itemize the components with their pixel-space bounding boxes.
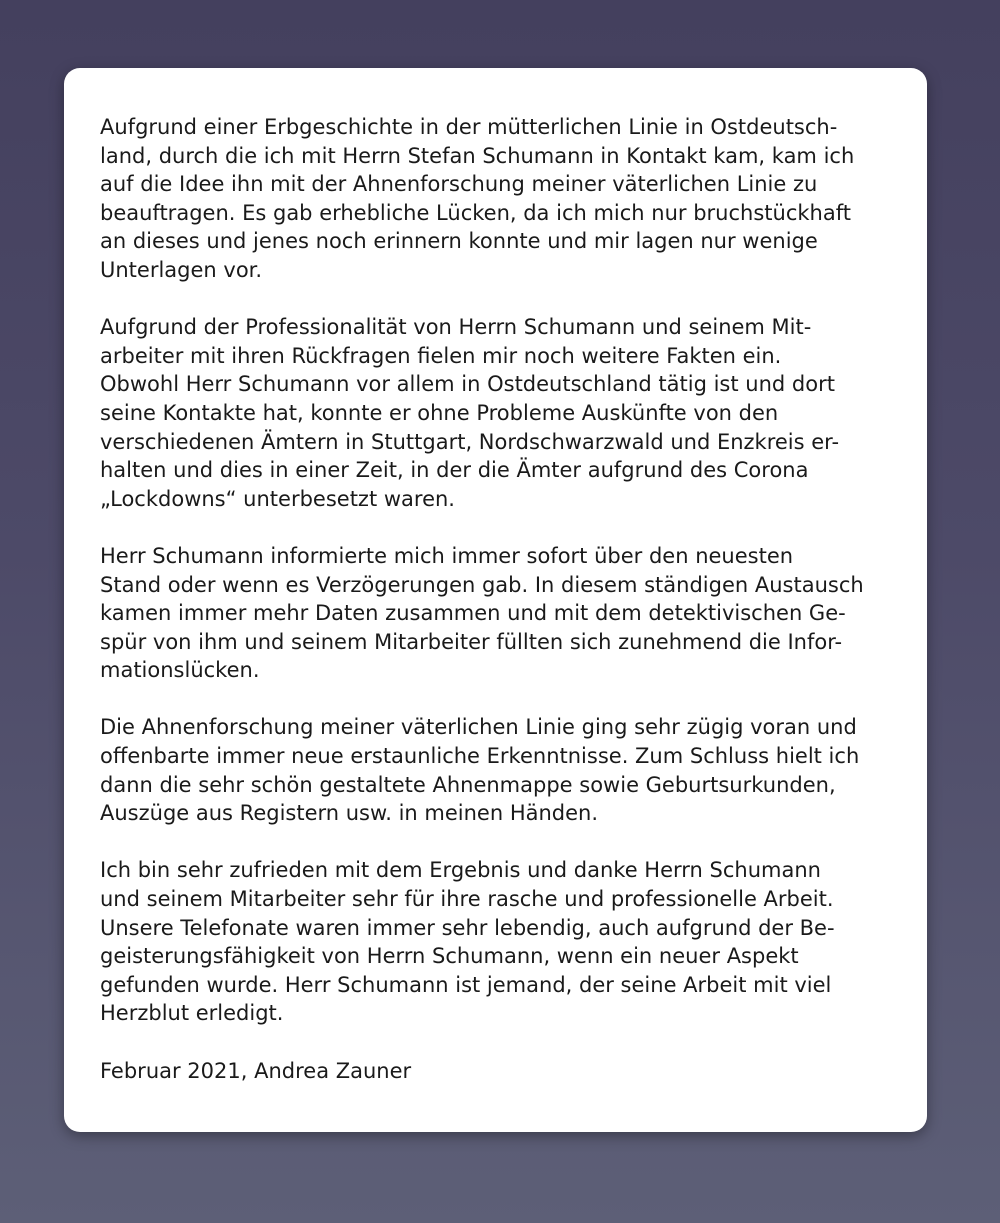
testimonial-paragraph-4: Die Ahnenforschung meiner väterlichen Linie ging sehr zügig voran und offenbarte immer neue erstaunliche Erkenntnisse. Zum Schluss hielt ich dann die sehr schön gestaltete Ahnenmappe sowie Geburtsurkunden, Auszüge aus Registern usw. in meinen Händen. — [100, 715, 860, 826]
testimonial-paragraph-2: Aufgrund der Professionalität von Herrn Schumann und seinem Mit- arbeiter mit ihren Rückfragen fielen mir noch weitere Fakten ein. Obwohl Herr Schumann vor allem in Ostdeutschland tätig ist und dort seine Kontakte hat, konnte er ohne Probleme Auskünfte von den verschiedenen Ämtern in Stuttgart, Nordschwarzwald und Enzkreis er- halten und dies in einer Zeit, in der die Ämter aufgrund des Corona „Lockdowns“ unterbesetzt waren. — [100, 315, 840, 511]
testimonial-paragraph-3: Herr Schumann informierte mich immer sofort über den neuesten Stand oder wenn es Verzögerungen gab. In diesem ständigen Austausch kamen immer mehr Daten zusammen und mit dem detektivischen Ge- spür von ihm und seinem Mitarbeiter füllten sich zunehmend die Infor- mationslücken. — [100, 543, 864, 683]
testimonial-signature: Februar 2021, Andrea Zauner — [100, 1058, 412, 1083]
testimonial-text — [100, 113, 915, 1085]
testimonial-paragraph-5: Ich bin sehr zufrieden mit dem Ergebnis und danke Herrn Schumann und seinem Mitarbeiter sehr für ihre rasche und professionelle Arbeit. Unsere Telefonate waren immer sehr lebendig, auch aufgrund der Be- geisterungsfähigkeit von Herrn Schumann, wenn ein neuer Aspekt gefunden wurde. Herr Schumann ist jemand, der seine Arbeit mit viel Herzblut erledigt. — [100, 858, 835, 1026]
testimonial-paragraph-1: Aufgrund einer Erbgeschichte in der mütterlichen Linie in Ostdeutsch- land, durch die ich mit Herrn Stefan Schumann in Kontakt kam, kam ich auf die Idee ihn mit der Ahnenforschung meiner väterlichen Linie zu beauftragen. Es gab erhebliche Lücken, da ich mich nur bruchstückhaft an dieses und jenes noch erinnern konnte und mir lagen nur wenige Unterlagen vor. — [100, 115, 855, 282]
